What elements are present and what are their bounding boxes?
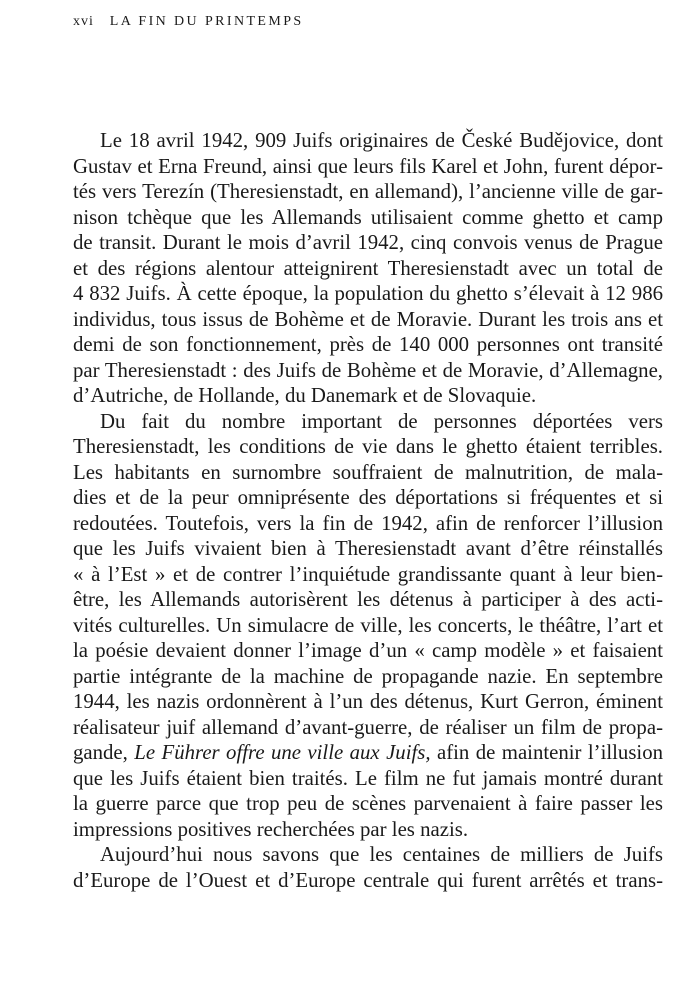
text-line: 4 832 Juifs. À cette époque, la population du ghetto s’élevait à 12 986 (73, 282, 663, 305)
text-line: nison tchèque que les Allemands utilisaient comme ghetto et camp (73, 205, 663, 229)
book-title: LA FIN DU PRINTEMPS (109, 14, 304, 29)
text-line: que les Juifs vivaient bien à Theresienstadt avant d’être réinstallés (73, 537, 663, 560)
text-line: tés vers Terezín (Theresienstadt, en allemand), l’ancienne ville de gar- (73, 180, 663, 203)
text-line: Du fait du nombre important de personnes déportées vers (100, 409, 663, 433)
text-line: dies et de la peur omniprésente des déportations si fréquentes et si (73, 486, 663, 509)
text-line: « à l’Est » et de contrer l’inquiétude grandissante quant à leur bien- (73, 562, 663, 586)
text-line: Le 18 avril 1942, 909 Juifs originaires de České Budějovice, dont (100, 129, 663, 152)
text-line: être, les Allemands autorisèrent les détenus à participer à des acti- (73, 588, 663, 611)
film-title: Le Führer offre une ville aux Juifs, (134, 741, 431, 764)
text-line-with-film-title (73, 740, 663, 766)
text-line: réalisateur juif allemand d’avant-guerre, de réaliser un film de propa- (73, 715, 663, 739)
text-line: demi de son fonctionnement, près de 140 000 personnes ont transité (73, 333, 663, 356)
text-line: de transit. Durant le mois d’avril 1942, cinq convois venus de Prague (73, 231, 663, 254)
text-line: la poésie devaient donner l’image d’un « camp modèle » et faisaient (73, 639, 663, 662)
text-line: la guerre parce que trop peu de scènes parvenaient à faire passer les (73, 792, 663, 815)
text-line: que les Juifs étaient bien traités. Le film ne fut jamais montré durant (73, 766, 663, 790)
text-line: par Theresienstadt : des Juifs de Bohème et de Moravie, d’Allemagne, (73, 358, 663, 382)
text-line: Theresienstadt, les conditions de vie dans le ghetto étaient terribles. (73, 435, 663, 458)
text-line: Les habitants en surnombre souffraient de malnutrition, de mala- (73, 460, 663, 484)
text-line: individus, tous issus de Bohème et de Moravie. Durant les trois ans et (73, 307, 663, 331)
text-line: redoutées. Toutefois, vers la fin de 1942, afin de renforcer l’illusion (73, 511, 663, 535)
text-line: impressions positives recherchées par les nazis. (73, 817, 469, 841)
text-fragment: afin de maintenir l’illusion (436, 741, 663, 764)
page-number: xvi (73, 14, 94, 29)
text-line: vités culturelles. Un simulacre de ville, les concerts, le théâtre, l’art et (73, 613, 663, 637)
running-head (73, 14, 304, 30)
text-line: partie intégrante de la machine de propagande nazie. En septembre (73, 664, 663, 688)
text-line: Aujourd’hui nous savons que les centaines de milliers de Juifs (100, 843, 663, 866)
text-line: et des régions alentour atteignirent Theresienstadt avec un total de (73, 256, 663, 280)
body-text (73, 128, 663, 893)
text-line: d’Autriche, de Hollande, du Danemark et de Slovaquie. (73, 384, 537, 407)
text-line: Gustav et Erna Freund, ainsi que leurs fils Karel et John, furent dépor- (73, 154, 663, 178)
text-line: 1944, les nazis ordonnèrent à l’un des détenus, Kurt Gerron, éminent (73, 690, 663, 713)
text-fragment: gande, (73, 741, 128, 764)
text-line: d’Europe de l’Ouest et d’Europe centrale qui furent arrêtés et trans- (73, 868, 663, 892)
